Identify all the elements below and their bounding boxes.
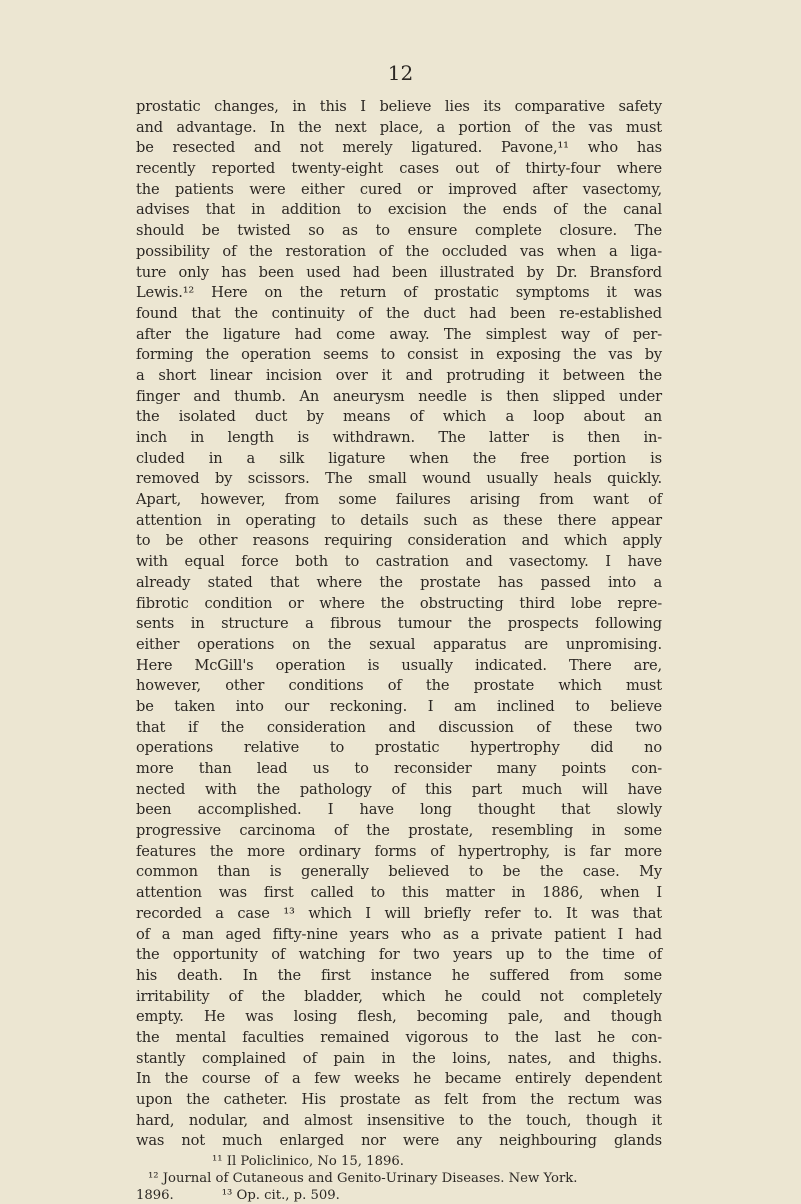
body-text [136, 97, 662, 1152]
text-line: be resected and not merely ligatured. Pavone,¹¹ who has [136, 139, 662, 157]
text-line: fibrotic condition or where the obstructing third lobe repre- [136, 594, 662, 612]
text-line: sents in structure a fibrous tumour the prospects following [136, 615, 662, 633]
text-line: the patients were either cured or improved after vasectomy, [136, 180, 662, 198]
text-line: common than is generally believed to be the case. My [136, 863, 662, 881]
text-line: was not much enlarged nor were any neighbouring glands [136, 1132, 662, 1150]
text-line: found that the continuity of the duct had been re-established [136, 304, 662, 322]
text-line: In the course of a few weeks he became entirely dependent [136, 1070, 662, 1088]
text-line: stantly complained of pain in the loins, nates, and thighs. [136, 1049, 662, 1067]
text-line: hard, nodular, and almost insensitive to the touch, though it [136, 1111, 662, 1129]
text-line: the opportunity of watching for two years up to the time of [136, 946, 662, 964]
text-line: and advantage. In the next place, a portion of the vas must [136, 118, 662, 136]
text-line: Apart, however, from some failures arising from want of [136, 491, 662, 509]
text-line: with equal force both to castration and vasectomy. I have [136, 553, 662, 571]
text-line: progressive carcinoma of the prostate, resembling in some [136, 822, 662, 840]
page-number: 12 [387, 61, 414, 85]
text-line: Here McGill's operation is usually indicated. There are, [136, 656, 662, 674]
text-line: that if the consideration and discussion of these two [136, 718, 662, 736]
text-line: removed by scissors. The small wound usually heals quickly. [136, 470, 662, 488]
text-line: irritability of the bladder, which he could not completely [136, 987, 662, 1005]
text-line: the mental faculties remained vigorous to the last he con- [136, 1028, 662, 1046]
text-line: attention in operating to details such as these there appear [136, 511, 662, 529]
text-line: operations relative to prostatic hypertrophy did no [136, 739, 662, 757]
text-line: cluded in a silk ligature when the free portion is [136, 449, 662, 467]
footnote-11: ¹¹ Il Policlinico, No 15, 1896. [212, 1154, 404, 1169]
text-line: attention was first called to this matter in 1886, when I [136, 884, 662, 902]
text-line: inch in length is withdrawn. The latter is then in- [136, 429, 662, 446]
footnote-12-year: 1896. [136, 1188, 174, 1203]
text-line: already stated that where the prostate has passed into a [136, 573, 662, 591]
text-line: of a man aged fifty-nine years who as a private patient I had [136, 925, 662, 943]
text-line: empty. He was losing flesh, becoming pale, and though [136, 1008, 662, 1026]
text-line: recorded a case ¹³ which I will briefly refer to. It was that [136, 904, 662, 922]
text-line: features the more ordinary forms of hypertrophy, is far more [136, 842, 662, 860]
text-line: more than lead us to reconsider many points con- [136, 760, 662, 777]
footnote-13: ¹³ Op. cit., p. 509. [221, 1188, 340, 1203]
text-line: the isolated duct by means of which a loop about an [136, 408, 662, 426]
text-line: ture only has been used had been illustrated by Dr. Bransford [136, 263, 662, 281]
text-line: however, other conditions of the prostate which must [136, 677, 662, 695]
text-line: prostatic changes, in this I believe lies its comparative safety [136, 98, 662, 115]
text-line: forming the operation seems to consist in exposing the vas by [136, 346, 662, 364]
footnotes [136, 1153, 676, 1204]
text-line: Lewis.¹² Here on the return of prostatic symptoms it was [136, 284, 662, 302]
text-line: finger and thumb. An aneurysm needle is then slipped under [136, 387, 662, 405]
text-line: his death. In the first instance he suffered from some [136, 966, 662, 984]
text-line: a short linear incision over it and protruding it between the [136, 366, 662, 384]
text-line: possibility of the restoration of the occluded vas when a liga- [136, 242, 662, 260]
footnote-12-continuation [136, 1187, 676, 1204]
text-line: either operations on the sexual apparatus are unpromising. [136, 635, 662, 653]
text-line: should be twisted so as to ensure complete closure. The [136, 222, 662, 240]
text-line: to be other reasons requiring consideration and which apply [136, 532, 662, 550]
text-line: been accomplished. I have long thought that slowly [136, 801, 662, 819]
text-line: advises that in addition to excision the ends of the canal [136, 201, 662, 219]
text-line: upon the catheter. His prostate as felt from the rectum was [136, 1091, 662, 1108]
text-line: be taken into our reckoning. I am inclined to believe [136, 697, 662, 715]
text-line: after the ligature had come away. The simplest way of per- [136, 325, 662, 343]
text-line: nected with the pathology of this part much will have [136, 780, 662, 798]
text-line: recently reported twenty-eight cases out of thirty-four where [136, 160, 662, 178]
footnote-12: ¹² Journal of Cutaneous and Genito-Urinary Diseases. New York. [148, 1171, 578, 1186]
